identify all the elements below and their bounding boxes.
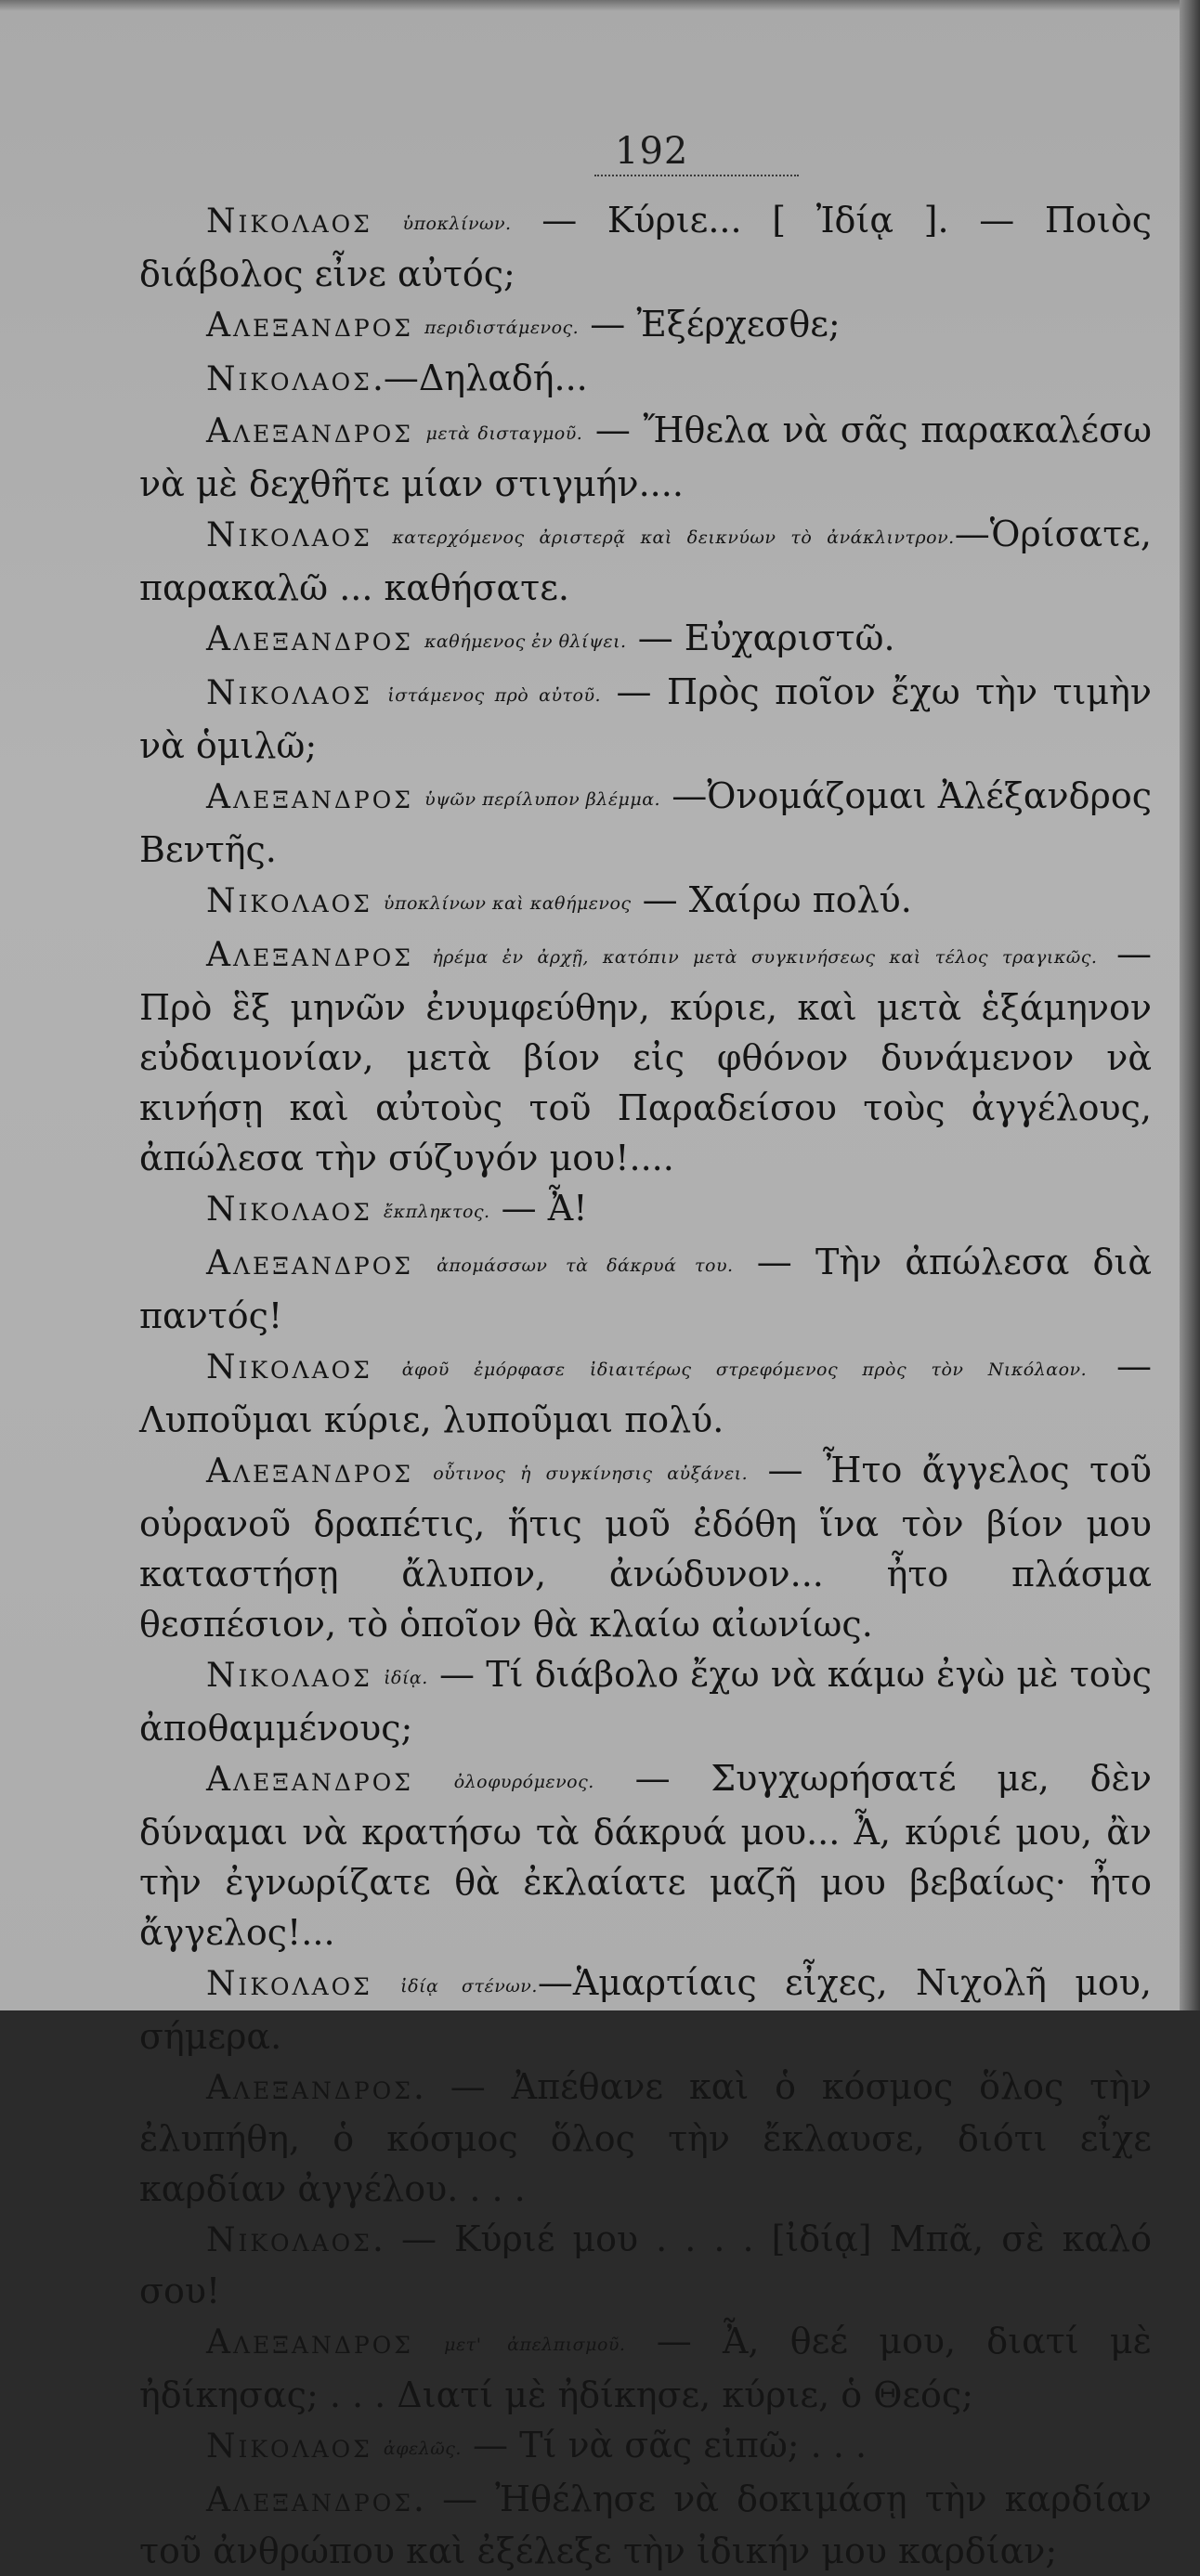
speaker-name: Νικολαος [206,360,372,398]
dialogue-speech: — Κύριε... [ Ἰδίᾳ ]. — Ποιὸς διάβολος εἶνε αὐτός; [139,200,1152,294]
stage-direction: ὀλοφυρόμενος. [453,1772,594,1792]
dialogue-speech: — Ἆ, θεέ μου, διατί μὲ ἠδίκησας; . . . Διατί μὲ ἠδίκησε, κύριε, ὁ Θεός; [139,2321,1152,2415]
dialogue-line [139,299,1152,353]
dialogue-speech: —Ἁμαρτίαις εἶχες, Νιχολῆ μου, σήμερα. [139,1962,1152,2057]
dialogue-line [139,2420,1152,2474]
dialogue-speech: . — Ἠθέλησε νὰ δοκιμάσῃ τὴν καρδίαν τοῦ ἀνθρώπου καὶ ἐξέλεξε τὴν ἰδικήν μου καρδίαν; [139,2478,1152,2571]
dialogue-line [139,613,1152,667]
speaker-name: Αλεξανδρος [206,306,413,345]
dialogue-line [139,771,1152,875]
dialogue-line [139,929,1152,1183]
dialogue-line [139,405,1152,509]
dialogue-line [139,195,1152,299]
dialogue-speech: . — Ἀπέθανε καὶ ὁ κόσμος ὅλος τὴν ἐλυπήθη, ὁ κόσμος ὅλος τὴν ἔκλαυσε, διότι εἶχε καρδίαν ἀγγέλου. . . . [139,2066,1152,2209]
dialogue-speech: — Τί νὰ σᾶς εἰπῶ; . . . [461,2425,867,2465]
speaker-name: Νικολαος [206,516,372,554]
dialogue-speech: — Ἤθελα νὰ σᾶς παρακαλέσω νὰ μὲ δεχθῆτε μίαν στιγμήν.... [139,410,1152,504]
dialogue-line [139,667,1152,771]
stage-direction: ἠρέμα ἐν ἀρχῇ, κατόπιν μετὰ συγκινήσεως καὶ τέλος τραγικῶς. [432,947,1098,968]
dialogue-speech: — Εὐχαριστῶ. [626,618,895,658]
dialogue-speech: — Τὴν ἀπώλεσα διὰ παντός! [139,1242,1152,1336]
dialogue-speech: — Συγχωρήσατέ με, δὲν δύναμαι νὰ κρατήσω τὰ δάκρυά μου... Ἆ, κύριέ μου, ἂν τὴν ἐγνωρίζατε θὰ ἐκλαίατε μαζῆ μου βεβαίως· ἦτο ἄγγελος!... [139,1758,1152,1953]
speaker-name: Αλεξανδρος [206,2481,413,2519]
stage-direction: ἀφοῦ ἐμόρφασε ἰδιαιτέρως στρεφόμενος πρὸς τὸν Νικόλαον. [401,1360,1088,1380]
stage-direction: ἰδίᾳ. [384,1668,428,1688]
speaker-name: Νικολαος [206,1657,372,1695]
dialogue-speech: — Πρὸς ποῖον ἔχω τὴν τιμὴν νὰ ὁμιλῶ; [139,671,1152,766]
stage-direction: ὑποκλίνων καὶ καθήμενος [383,893,632,914]
dialogue-speech: . — Κύριέ μου . . . . [ἰδίᾳ] Μπᾶ, σὲ καλό σου! [139,2218,1152,2311]
speaker-name: Νικολαος [206,202,372,241]
dialogue-speech: .—Δηλαδή... [372,358,588,398]
stage-direction: περιδιστάμενος. [424,318,580,338]
dialogue-line [139,1341,1152,1445]
stage-direction: ἀφελῶς. [383,2439,462,2459]
speaker-name: Νικολαος [206,2221,372,2259]
speaker-name: Αλεξανδρος [206,778,413,816]
dialogue-speech: — Ἐξέρχεσθε; [579,304,841,345]
stage-direction: μετ' ἀπελπισμοῦ. [444,2335,626,2355]
dialogue-speech: — Λυποῦμαι κύριε, λυποῦμαι πολύ. [139,1346,1152,1440]
dialogue-line [139,2214,1152,2316]
dialogue-line [139,1649,1152,1753]
stage-direction: οὗτινος ἡ συγκίνησις αὐξάνει. [433,1464,749,1484]
dialogue-speech: — Πρὸ ἓξ μηνῶν ἐνυμφεύθην, κύριε, καὶ μετὰ ἑξάμηνον εὐδαιμονίαν, μετὰ βίον εἰς φθόνον δυνάμενον νὰ κινήσῃ καὶ αὐτοὺς τοῦ Παραδείσου τοὺς ἀγγέλους, ἀπώλεσα τὴν σύζυγόν μου!.... [139,933,1152,1178]
dialogue-line [139,875,1152,929]
speaker-name: Αλεξανδρος [206,2069,413,2107]
speaker-name: Νικολαος [206,1348,372,1386]
dialogue-line [139,1445,1152,1649]
dialogue-speech: — Ἆ! [489,1188,588,1229]
stage-direction: κατερχόμενος ἀριστερᾷ καὶ δεικνύων τὸ ἀνάκλιντρον. [392,527,955,548]
dialogue-speech: — Ἦτο ἄγγελος τοῦ οὐρανοῦ δραπέτις, ἥτις μοῦ ἐδόθη ἵνα τὸν βίον μου καταστήσῃ ἄλυπον, ἀνώδυνον... ἦτο πλάσμα θεσπέσιον, τὸ ὁποῖον θὰ κλαίω αἰωνίως. [139,1450,1152,1645]
stage-direction: καθήμενος ἐν θλίψει. [424,631,627,652]
speaker-name: Αλεξανδρος [206,936,413,974]
stage-direction: ἀπομάσσων τὰ δάκρυά του. [437,1255,734,1276]
dialogue-speech: —Ὁρίσατε, παρακαλῶ ... καθήσατε. [139,514,1152,608]
stage-direction: ἱστάμενος πρὸ αὐτοῦ. [387,685,602,706]
speaker-name: Αλεξανδρος [206,1452,413,1490]
speaker-name: Αλεξανδρος [206,1761,413,1799]
stage-direction: μετὰ δισταγμοῦ. [425,423,583,444]
speaker-name: Νικολαος [206,1965,372,2003]
speaker-name: Αλεξανδρος [206,1244,413,1282]
speaker-name: Αλεξανδρος [206,620,413,658]
speaker-name: Νικολαος [206,882,372,920]
speaker-name: Νικολαος [206,1190,372,1229]
page-top-shadow [0,0,1200,11]
stage-direction: ὑποκλίνων. [402,214,512,234]
dialogue-speech: — Χαίρω πολύ. [631,879,912,920]
dialogue-line [139,1183,1152,1237]
dialogue-line [139,1958,1152,2062]
dialogue-line [139,2474,1152,2576]
dialogue-line [139,1753,1152,1958]
stage-direction: ἔκπληκτος. [383,1202,490,1222]
dialogue-line [139,509,1152,613]
dialogue-line [139,1237,1152,1341]
page-binding-edge [1180,0,1200,2010]
dialogue-speech: —Ὀνομάζομαι Ἀλέξανδρος Βεντῆς. [139,775,1152,870]
dialogue-line [139,2062,1152,2214]
speaker-name: Νικολαος [206,674,372,712]
stage-direction: ὑψῶν περίλυπον βλέμμα. [424,789,661,810]
dialogue-line [139,2316,1152,2420]
page-number-ornament [594,175,799,176]
dialogue-text [139,195,1152,2576]
dialogue-speech: — Τί διάβολο ἔχω νὰ κάμω ἐγὼ μὲ τοὺς ἀποθαμμένους; [139,1654,1152,1749]
dialogue-line [139,353,1152,405]
speaker-name: Αλεξανδρος [206,2323,413,2361]
page-number: 192 [615,130,689,173]
stage-direction: ἰδίᾳ στένων. [400,1976,538,1997]
speaker-name: Αλεξανδρος [206,412,413,450]
speaker-name: Νικολαος [206,2427,372,2465]
